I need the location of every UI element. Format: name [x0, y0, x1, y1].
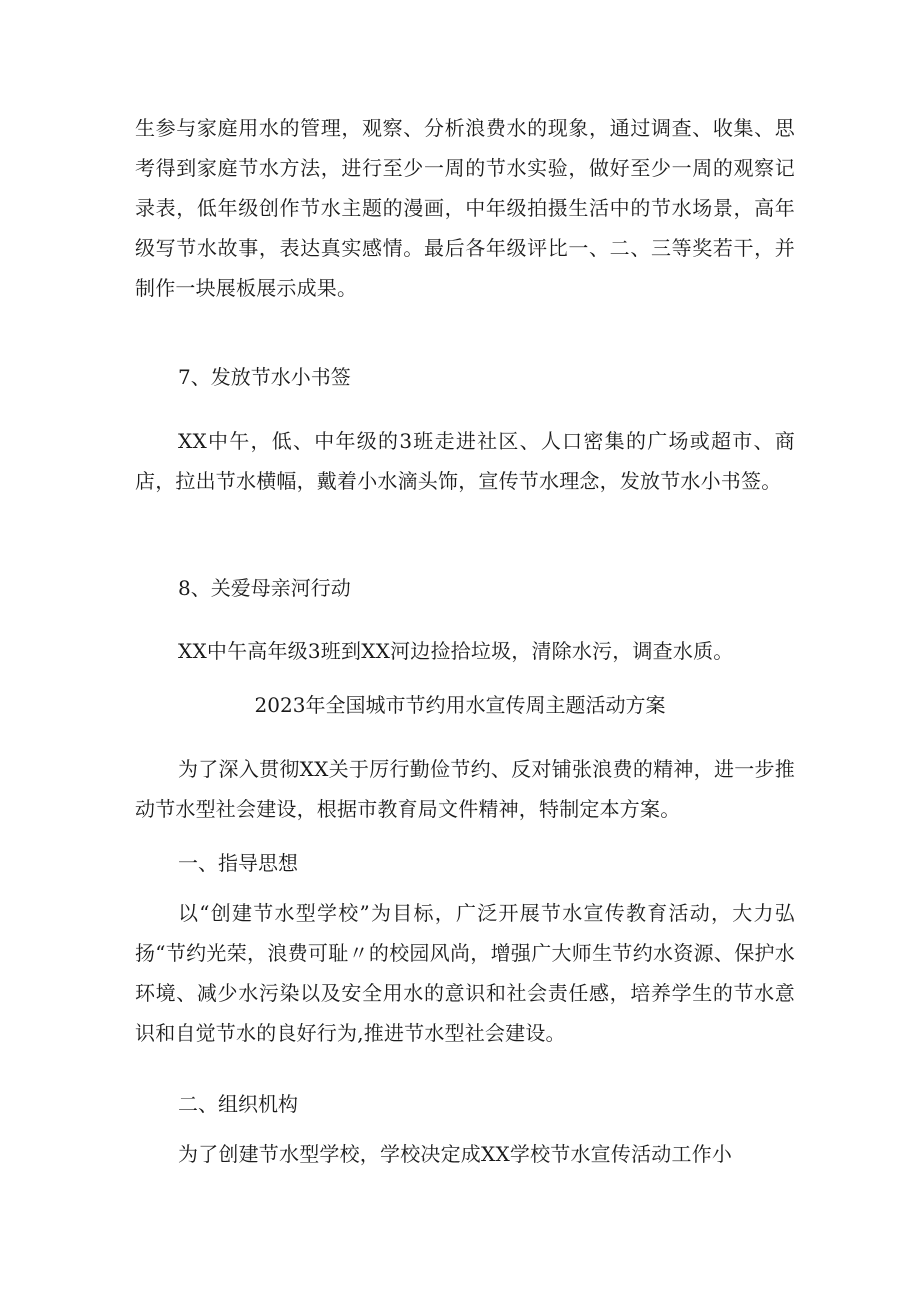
section-heading-river-action: 8、关爱母亲河行动: [178, 576, 351, 600]
paragraph-bookmarks: XX中午，低、中年级的3班走进社区、人口密集的广场或超市、商店，拉出节水横幅，戴着小水滴头饰，宣传节水理念，发放节水小书签。: [135, 429, 795, 493]
plan-title: 2023年全国城市节约用水宣传周主题活动方案: [254, 693, 666, 717]
section-heading-guiding-ideology: 一、指导思想: [178, 851, 298, 875]
paragraph-river-action: XX中午高年级3班到XX河边捡拾垃圾，清除水污，调查水质。: [178, 639, 734, 663]
paragraph-organization: 为了创建节水型学校，学校决定成XX学校节水宣传活动工作小: [178, 1142, 733, 1166]
paragraph-purpose: 为了深入贯彻XX关于厉行勤俭节约、反对铺张浪费的精神，进一步推动节水型社会建设，根据市教育局文件精神，特制定本方案。: [135, 757, 795, 821]
section-heading-bookmarks: 7、发放节水小书签: [178, 365, 351, 389]
paragraph-family-water-activity: 生参与家庭用水的管理，观察、分析浪费水的现象，通过调查、收集、思考得到家庭节水方法，进行至少一周的节水实验，做好至少一周的观察记录表，低年级创作节水主题的漫画，中年级拍摄生活中的节水场景，高年级写节水故事，表达真实感情。最后各年级评比一、二、三等奖若干，并制作一块展板展示成果。: [135, 116, 795, 300]
section-heading-organization: 二、组织机构: [178, 1092, 298, 1116]
paragraph-guiding-ideology: 以“创建节水型学校”为目标，广泛开展节水宣传教育活动，大力弘扬“节约光荣，浪费可耻〃的校园风尚，增强广大师生节约水资源、保护水环境、减少水污染以及安全用水的意识和社会责任感，培养学生的节水意识和自觉节水的良好行为,推进节水型社会建设。: [135, 901, 795, 1045]
